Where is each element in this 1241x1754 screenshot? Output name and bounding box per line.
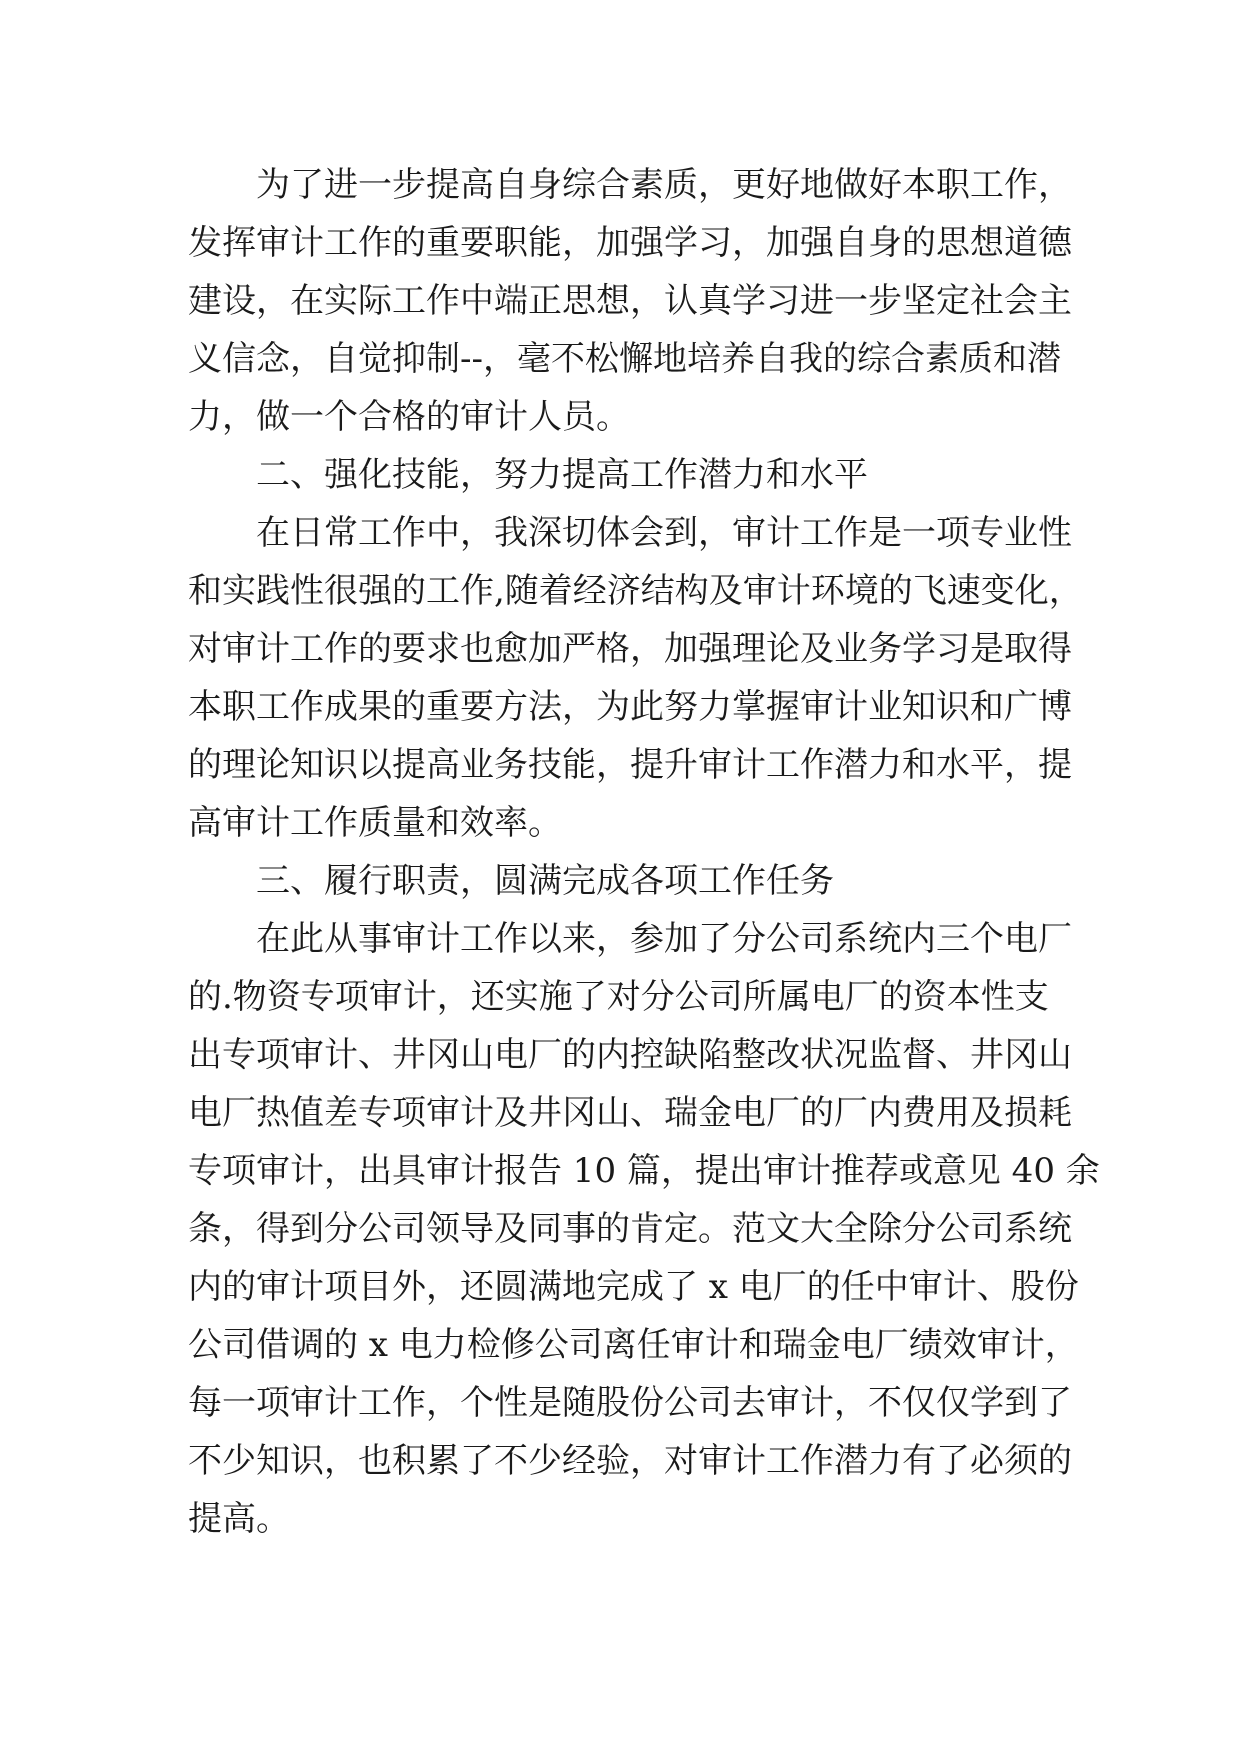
paragraph-line: 每一项审计工作，个性是随股份公司去审计，不仅仅学到了 — [188, 1383, 1072, 1423]
paragraph-line: 不少知识，也积累了不少经验，对审计工作潜力有了必须的 — [188, 1441, 1072, 1481]
section-heading: 二、强化技能，努力提高工作潜力和水平 — [256, 455, 868, 495]
paragraph-line: 发挥审计工作的重要职能，加强学习，加强自身的思想道德 — [188, 223, 1072, 263]
paragraph-line: 公司借调的 x 电力检修公司离任审计和瑞金电厂绩效审计， — [188, 1325, 1079, 1365]
paragraph-line: 提高。 — [188, 1499, 290, 1539]
paragraph-line: 专项审计，出具审计报告 10 篇，提出审计推荐或意见 40 余 — [188, 1151, 1100, 1191]
paragraph-line: 内的审计项目外，还圆满地完成了 x 电厂的任中审计、股份 — [188, 1267, 1079, 1307]
section-heading: 三、履行职责，圆满完成各项工作任务 — [256, 861, 834, 901]
paragraph-line: 义信念，自觉抑制--，毫不松懈地培养自我的综合素质和潜 — [188, 339, 1061, 379]
paragraph-line: 的理论知识以提高业务技能，提升审计工作潜力和水平，提 — [188, 745, 1072, 785]
paragraph-line: 本职工作成果的重要方法，为此努力掌握审计业知识和广博 — [188, 687, 1072, 727]
paragraph-line: 电厂热值差专项审计及井冈山、瑞金电厂的厂内费用及损耗 — [188, 1093, 1072, 1133]
paragraph-line: 的.物资专项审计，还实施了对分公司所属电厂的资本性支 — [188, 977, 1049, 1017]
paragraph-line: 条，得到分公司领导及同事的肯定。范文大全除分公司系统 — [188, 1209, 1072, 1249]
paragraph-line: 建设，在实际工作中端正思想，认真学习进一步坚定社会主 — [188, 281, 1072, 321]
paragraph-line: 在此从事审计工作以来，参加了分公司系统内三个电厂 — [256, 919, 1072, 959]
paragraph-line: 力，做一个合格的审计人员。 — [188, 397, 630, 437]
paragraph-line: 为了进一步提高自身综合素质，更好地做好本职工作， — [256, 165, 1072, 205]
paragraph-line: 对审计工作的要求也愈加严格，加强理论及业务学习是取得 — [188, 629, 1072, 669]
paragraph-line: 在日常工作中，我深切体会到，审计工作是一项专业性 — [256, 513, 1072, 553]
paragraph-line: 和实践性很强的工作,随着经济结构及审计环境的飞速变化， — [188, 571, 1083, 611]
paragraph-line: 高审计工作质量和效率。 — [188, 803, 562, 843]
paragraph-line: 出专项审计、井冈山电厂的内控缺陷整改状况监督、井冈山 — [188, 1035, 1072, 1075]
